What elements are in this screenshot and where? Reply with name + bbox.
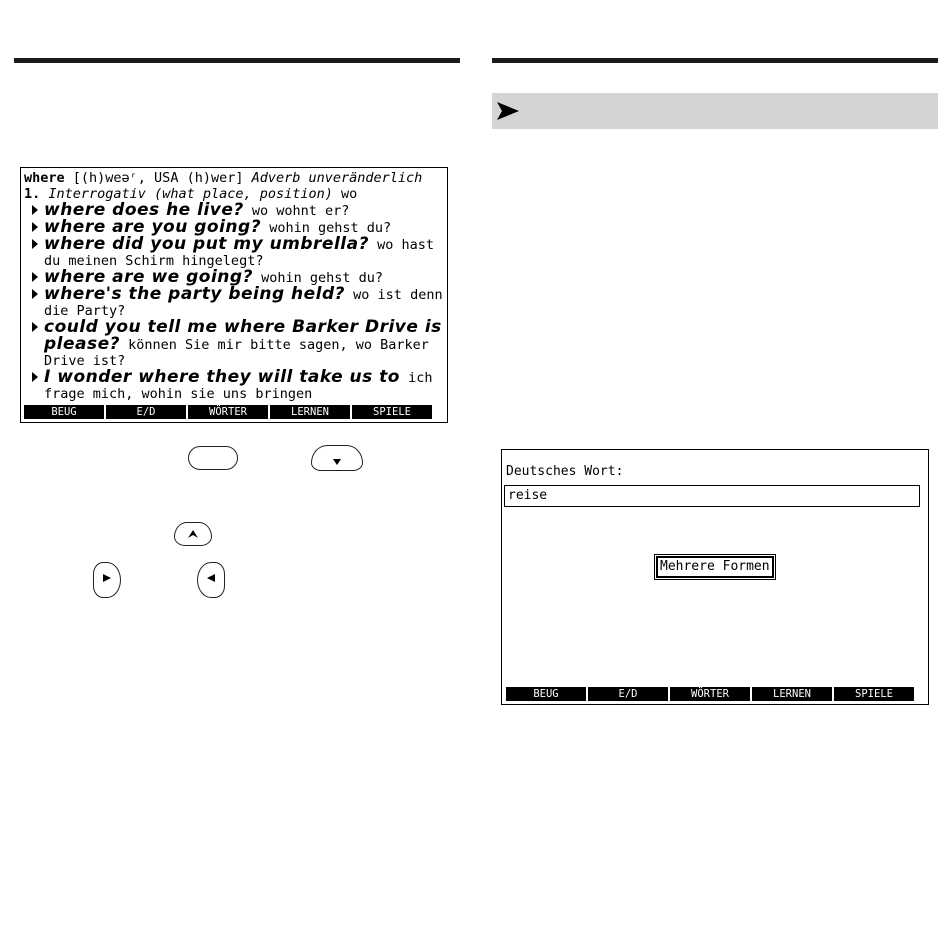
softkey-beug[interactable]: BEUG (24, 405, 104, 419)
example-english: could you tell me where Barker Drive is please? (44, 317, 442, 354)
example-english: where are we going? (44, 267, 253, 287)
example-german: wohin gehst du? (269, 220, 392, 236)
example-english: where are you going? (44, 217, 262, 237)
example-english: I wonder where they will take us to (44, 367, 400, 387)
softkey-e-d[interactable]: E/D (106, 405, 186, 419)
softkey-bar (506, 687, 914, 701)
softkey-spiele[interactable]: SPIELE (352, 405, 432, 419)
softkey-woerter[interactable]: WÖRTER (188, 405, 268, 419)
bullet-triangle-icon (32, 222, 38, 232)
down-arrow-key[interactable] (311, 445, 363, 471)
entry-header (24, 170, 444, 186)
bullet-triangle-icon (32, 289, 38, 299)
section-rule-left (14, 58, 460, 63)
pointer-arrow-icon (496, 101, 520, 121)
pronunciation: [(h)weəʳ, USA (h)wer] (72, 170, 244, 186)
left-arrow-icon (206, 573, 216, 583)
example-item (24, 236, 444, 269)
down-arrow-icon (332, 458, 342, 466)
up-arrow-key[interactable] (174, 522, 212, 546)
bullet-triangle-icon (32, 372, 38, 382)
up-arrow-icon (187, 529, 199, 539)
example-german: wohin gehst du? (261, 270, 383, 286)
bullet-triangle-icon (32, 205, 38, 215)
softkey-lernen[interactable]: LERNEN (752, 687, 832, 701)
example-german: ich frage mich, wohin sie uns bringen (44, 370, 433, 402)
dictionary-entry-screen (20, 167, 448, 423)
dictionary-entry (24, 170, 444, 402)
section-rule-right (492, 58, 938, 63)
softkey-woerter[interactable]: WÖRTER (670, 687, 750, 701)
headword: where (24, 170, 65, 186)
example-item (24, 286, 444, 319)
input-label: Deutsches Wort: (506, 464, 624, 479)
enter-key[interactable] (188, 446, 238, 470)
sense-label: Interrogativ (48, 186, 146, 202)
german-word-input[interactable]: reise (504, 485, 920, 507)
softkey-bar (24, 405, 432, 419)
softkey-lernen[interactable]: LERNEN (270, 405, 350, 419)
example-item (24, 369, 444, 402)
example-german: wo ist denn die Party? (44, 287, 443, 319)
bullet-triangle-icon (32, 239, 38, 249)
right-arrow-key[interactable] (93, 562, 121, 598)
sense-number: 1. (24, 186, 41, 202)
example-item (24, 319, 444, 369)
left-arrow-key[interactable] (197, 562, 225, 598)
bullet-triangle-icon (32, 272, 38, 282)
example-german: wo hast du meinen Schirm hingelegt? (44, 237, 434, 269)
sense-gloss: (what place, position) (154, 186, 333, 202)
softkey-e-d[interactable]: E/D (588, 687, 668, 701)
right-arrow-icon (102, 573, 112, 583)
softkey-beug[interactable]: BEUG (506, 687, 586, 701)
example-german: können Sie mir bitte sagen, wo Barker Drive ist? (44, 337, 429, 369)
example-english: where does he live? (44, 200, 244, 220)
sense-translation: wo (341, 186, 358, 202)
example-english: where did you put my umbrella? (44, 234, 369, 254)
multiple-forms-message: Mehrere Formen (656, 556, 774, 578)
softkey-spiele[interactable]: SPIELE (834, 687, 914, 701)
grammar-info: Adverb unveränderlich (251, 170, 423, 186)
tip-bar (492, 93, 938, 129)
example-english: where's the party being held? (44, 284, 346, 304)
example-german: wo wohnt er? (251, 203, 350, 219)
word-input-screen (501, 449, 929, 705)
bullet-triangle-icon (32, 322, 38, 332)
